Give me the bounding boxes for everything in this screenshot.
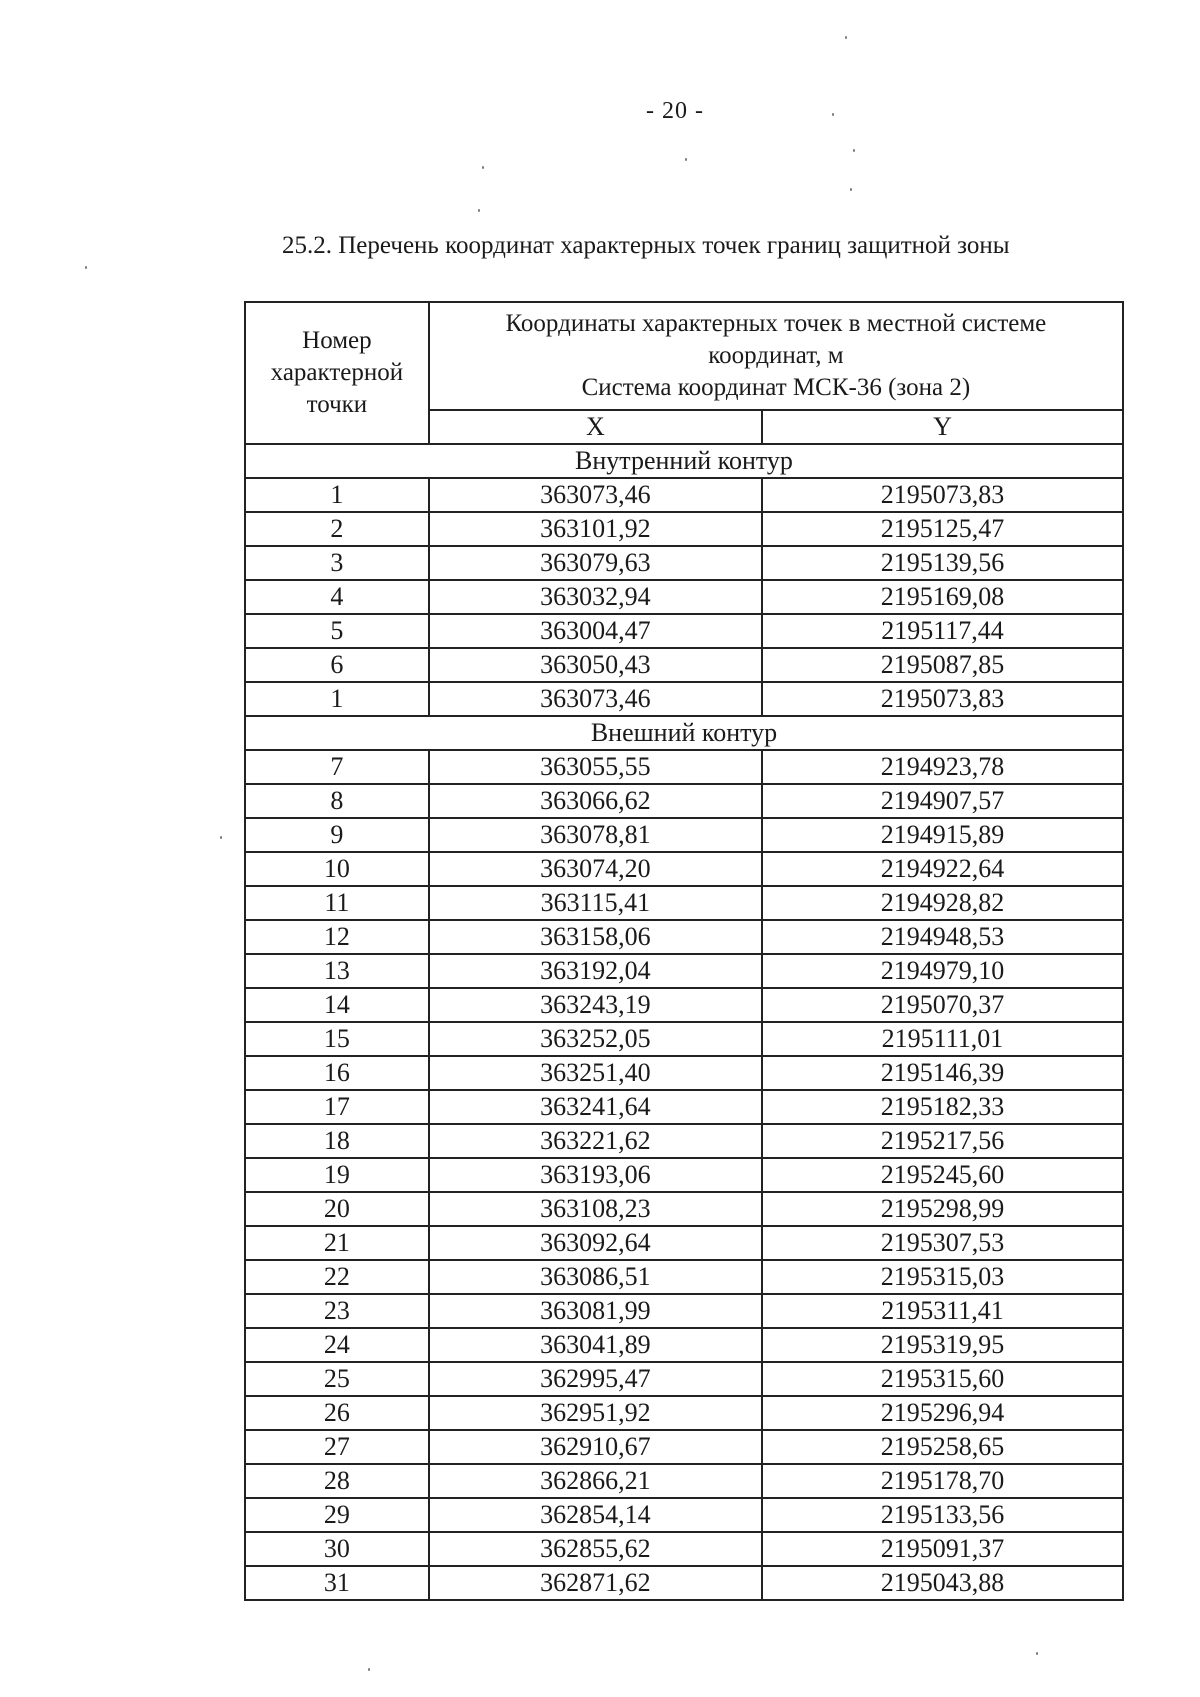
table-row xyxy=(245,512,1123,546)
point-number-cell: 25 xyxy=(245,1362,429,1396)
header-y: Y xyxy=(762,410,1123,444)
point-number-cell: 18 xyxy=(245,1124,429,1158)
point-number-cell: 2 xyxy=(245,512,429,546)
table-row xyxy=(245,1498,1123,1532)
table-row xyxy=(245,614,1123,648)
table-row xyxy=(245,1464,1123,1498)
y-coordinate-cell: 2195245,60 xyxy=(762,1158,1123,1192)
x-coordinate-cell: 363074,20 xyxy=(429,852,762,886)
table-row xyxy=(245,818,1123,852)
scan-speck xyxy=(850,188,852,191)
table-row xyxy=(245,1056,1123,1090)
point-number-cell: 12 xyxy=(245,920,429,954)
header-coordinates xyxy=(429,302,1123,410)
y-coordinate-cell: 2195117,44 xyxy=(762,614,1123,648)
scan-speck xyxy=(1036,1652,1038,1655)
point-number-cell: 11 xyxy=(245,886,429,920)
y-coordinate-cell: 2195315,03 xyxy=(762,1260,1123,1294)
x-coordinate-cell: 363073,46 xyxy=(429,478,762,512)
x-coordinate-cell: 363078,81 xyxy=(429,818,762,852)
table-row xyxy=(245,1294,1123,1328)
table-row xyxy=(245,1362,1123,1396)
point-number-cell: 23 xyxy=(245,1294,429,1328)
x-coordinate-cell: 362910,67 xyxy=(429,1430,762,1464)
y-coordinate-cell: 2194907,57 xyxy=(762,784,1123,818)
point-number-cell: 5 xyxy=(245,614,429,648)
y-coordinate-cell: 2195125,47 xyxy=(762,512,1123,546)
point-number-cell: 8 xyxy=(245,784,429,818)
point-number-cell: 27 xyxy=(245,1430,429,1464)
y-coordinate-cell: 2195258,65 xyxy=(762,1430,1123,1464)
scan-speck xyxy=(853,149,855,152)
y-coordinate-cell: 2195182,33 xyxy=(762,1090,1123,1124)
scan-speck xyxy=(368,1668,370,1671)
scan-speck xyxy=(482,166,484,169)
point-number-cell: 24 xyxy=(245,1328,429,1362)
point-number-cell: 19 xyxy=(245,1158,429,1192)
header-coordinates-line1: Координаты характерных точек в местной системе xyxy=(505,310,1047,337)
y-coordinate-cell: 2194948,53 xyxy=(762,920,1123,954)
y-coordinate-cell: 2195311,41 xyxy=(762,1294,1123,1328)
y-coordinate-cell: 2195178,70 xyxy=(762,1464,1123,1498)
point-number-cell: 30 xyxy=(245,1532,429,1566)
y-coordinate-cell: 2195169,08 xyxy=(762,580,1123,614)
x-coordinate-cell: 363073,46 xyxy=(429,682,762,716)
table-row xyxy=(245,1328,1123,1362)
x-coordinate-cell: 363101,92 xyxy=(429,512,762,546)
x-coordinate-cell: 363032,94 xyxy=(429,580,762,614)
x-coordinate-cell: 363004,47 xyxy=(429,614,762,648)
point-number-cell: 17 xyxy=(245,1090,429,1124)
x-coordinate-cell: 363252,05 xyxy=(429,1022,762,1056)
header-x: X xyxy=(429,410,762,444)
table-row xyxy=(245,1022,1123,1056)
table-row xyxy=(245,648,1123,682)
header-point-number-text: Номер характерной точки xyxy=(270,327,404,418)
scan-speck xyxy=(845,36,847,39)
point-number-cell: 22 xyxy=(245,1260,429,1294)
y-coordinate-cell: 2195111,01 xyxy=(762,1022,1123,1056)
header-point-number xyxy=(245,302,429,444)
y-coordinate-cell: 2195296,94 xyxy=(762,1396,1123,1430)
x-coordinate-cell: 362951,92 xyxy=(429,1396,762,1430)
header-coordinates-line3: Система координат МСК-36 (зона 2) xyxy=(581,374,971,401)
y-coordinate-cell: 2195070,37 xyxy=(762,988,1123,1022)
table-row xyxy=(245,1396,1123,1430)
table-row xyxy=(245,1532,1123,1566)
y-coordinate-cell: 2194928,82 xyxy=(762,886,1123,920)
table-row xyxy=(245,1192,1123,1226)
point-number-cell: 9 xyxy=(245,818,429,852)
section-title: Внешний контур xyxy=(245,716,1123,750)
y-coordinate-cell: 2195073,83 xyxy=(762,478,1123,512)
x-coordinate-cell: 363192,04 xyxy=(429,954,762,988)
point-number-cell: 14 xyxy=(245,988,429,1022)
point-number-cell: 13 xyxy=(245,954,429,988)
y-coordinate-cell: 2195091,37 xyxy=(762,1532,1123,1566)
scan-speck xyxy=(220,836,222,839)
x-coordinate-cell: 362855,62 xyxy=(429,1532,762,1566)
y-coordinate-cell: 2194922,64 xyxy=(762,852,1123,886)
coordinates-table xyxy=(244,301,1124,1601)
x-coordinate-cell: 363086,51 xyxy=(429,1260,762,1294)
y-coordinate-cell: 2195073,83 xyxy=(762,682,1123,716)
table-row xyxy=(245,784,1123,818)
x-coordinate-cell: 362995,47 xyxy=(429,1362,762,1396)
point-number-cell: 10 xyxy=(245,852,429,886)
table-row xyxy=(245,954,1123,988)
x-coordinate-cell: 363243,19 xyxy=(429,988,762,1022)
point-number-cell: 29 xyxy=(245,1498,429,1532)
table-row xyxy=(245,1090,1123,1124)
y-coordinate-cell: 2194979,10 xyxy=(762,954,1123,988)
table-row xyxy=(245,886,1123,920)
table-row xyxy=(245,750,1123,784)
x-coordinate-cell: 363193,06 xyxy=(429,1158,762,1192)
table-row xyxy=(245,1124,1123,1158)
y-coordinate-cell: 2195146,39 xyxy=(762,1056,1123,1090)
y-coordinate-cell: 2195298,99 xyxy=(762,1192,1123,1226)
table-row xyxy=(245,1566,1123,1600)
table-row xyxy=(245,682,1123,716)
x-coordinate-cell: 363079,63 xyxy=(429,546,762,580)
section-heading: 25.2. Перечень координат характерных точек границ защитной зоны xyxy=(282,232,1010,259)
section-title: Внутренний контур xyxy=(245,444,1123,478)
table-row xyxy=(245,1158,1123,1192)
x-coordinate-cell: 363041,89 xyxy=(429,1328,762,1362)
point-number-cell: 7 xyxy=(245,750,429,784)
x-coordinate-cell: 362871,62 xyxy=(429,1566,762,1600)
x-coordinate-cell: 363158,06 xyxy=(429,920,762,954)
point-number-cell: 15 xyxy=(245,1022,429,1056)
x-coordinate-cell: 363081,99 xyxy=(429,1294,762,1328)
x-coordinate-cell: 363221,62 xyxy=(429,1124,762,1158)
x-coordinate-cell: 363055,55 xyxy=(429,750,762,784)
x-coordinate-cell: 363115,41 xyxy=(429,886,762,920)
table-row xyxy=(245,852,1123,886)
point-number-cell: 28 xyxy=(245,1464,429,1498)
table-row xyxy=(245,920,1123,954)
y-coordinate-cell: 2195139,56 xyxy=(762,546,1123,580)
y-coordinate-cell: 2194915,89 xyxy=(762,818,1123,852)
point-number-cell: 1 xyxy=(245,682,429,716)
point-number-cell: 3 xyxy=(245,546,429,580)
y-coordinate-cell: 2195217,56 xyxy=(762,1124,1123,1158)
y-coordinate-cell: 2195319,95 xyxy=(762,1328,1123,1362)
point-number-cell: 20 xyxy=(245,1192,429,1226)
point-number-cell: 31 xyxy=(245,1566,429,1600)
x-coordinate-cell: 363050,43 xyxy=(429,648,762,682)
x-coordinate-cell: 363066,62 xyxy=(429,784,762,818)
table-row xyxy=(245,1430,1123,1464)
page-number: - 20 - xyxy=(646,98,704,124)
header-coordinates-line2: координат, м xyxy=(708,342,844,369)
scan-speck xyxy=(85,266,87,269)
table-row xyxy=(245,580,1123,614)
point-number-cell: 26 xyxy=(245,1396,429,1430)
coordinates-table-body xyxy=(245,444,1123,1600)
y-coordinate-cell: 2195133,56 xyxy=(762,1498,1123,1532)
x-coordinate-cell: 363241,64 xyxy=(429,1090,762,1124)
point-number-cell: 6 xyxy=(245,648,429,682)
x-coordinate-cell: 362866,21 xyxy=(429,1464,762,1498)
y-coordinate-cell: 2194923,78 xyxy=(762,750,1123,784)
table-row xyxy=(245,1260,1123,1294)
point-number-cell: 1 xyxy=(245,478,429,512)
table-row xyxy=(245,546,1123,580)
x-coordinate-cell: 363251,40 xyxy=(429,1056,762,1090)
scan-speck xyxy=(685,158,687,161)
scan-speck xyxy=(478,209,480,212)
point-number-cell: 4 xyxy=(245,580,429,614)
table-row xyxy=(245,988,1123,1022)
section-row xyxy=(245,444,1123,478)
point-number-cell: 16 xyxy=(245,1056,429,1090)
x-coordinate-cell: 362854,14 xyxy=(429,1498,762,1532)
table-row xyxy=(245,1226,1123,1260)
section-row xyxy=(245,716,1123,750)
y-coordinate-cell: 2195315,60 xyxy=(762,1362,1123,1396)
table-row xyxy=(245,478,1123,512)
x-coordinate-cell: 363108,23 xyxy=(429,1192,762,1226)
point-number-cell: 21 xyxy=(245,1226,429,1260)
x-coordinate-cell: 363092,64 xyxy=(429,1226,762,1260)
y-coordinate-cell: 2195043,88 xyxy=(762,1566,1123,1600)
y-coordinate-cell: 2195307,53 xyxy=(762,1226,1123,1260)
y-coordinate-cell: 2195087,85 xyxy=(762,648,1123,682)
